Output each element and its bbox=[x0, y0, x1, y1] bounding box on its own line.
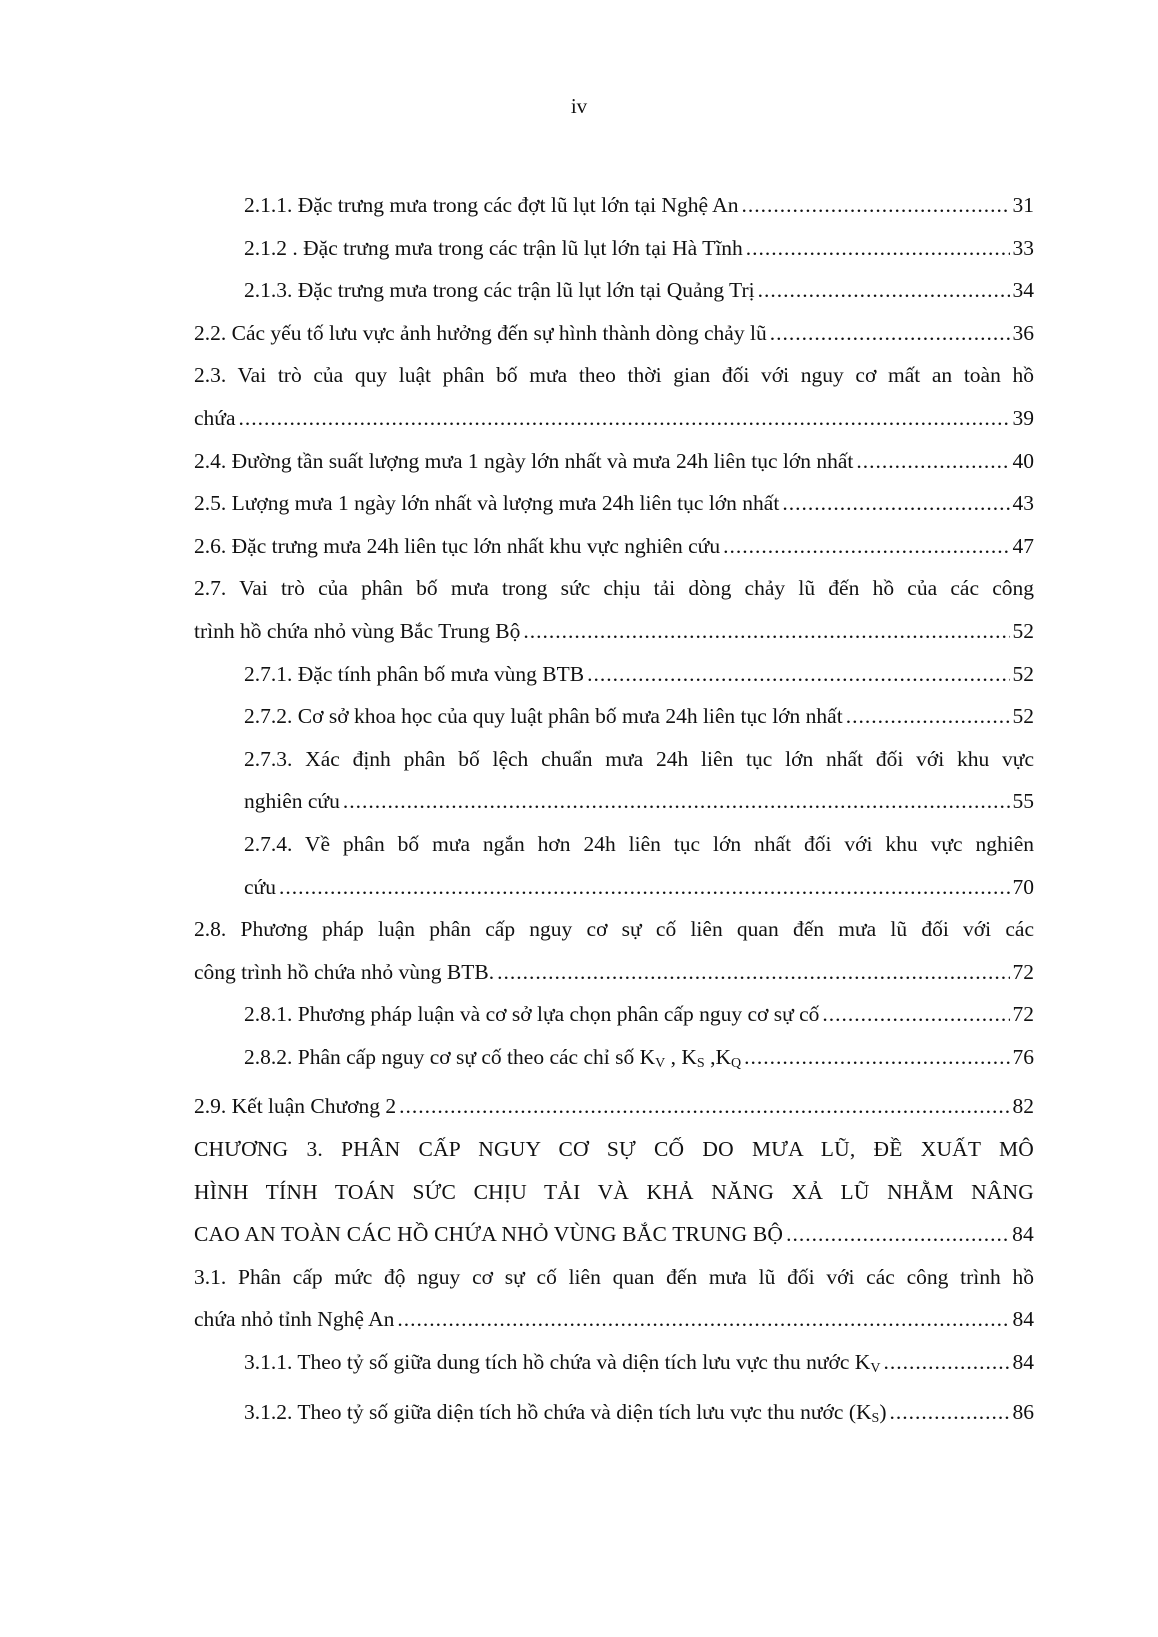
toc-page-number: 84 bbox=[1012, 1307, 1034, 1332]
toc-page-number: 52 bbox=[1012, 661, 1034, 686]
toc-leader-dots bbox=[523, 610, 1009, 653]
toc-entry-title: cứu bbox=[244, 874, 276, 899]
toc-leader-dots bbox=[399, 1085, 1009, 1128]
toc-entry[interactable] bbox=[194, 908, 1034, 993]
toc-leader-dots bbox=[239, 397, 1010, 440]
toc-leader-dots bbox=[856, 440, 1009, 483]
toc-page-number: 39 bbox=[1012, 405, 1034, 430]
toc-leader-dots bbox=[770, 312, 1010, 355]
toc-leader-dots bbox=[883, 1341, 1009, 1384]
toc-entry-line: 2.7.4. Về phân bố mưa ngắn hơn 24h liên tục lớn nhất đối với khu vực nghiên bbox=[244, 831, 1034, 856]
toc-page-number: 86 bbox=[1012, 1399, 1034, 1424]
toc-entry-title: 2.5. Lượng mưa 1 ngày lớn nhất và lượng mưa 24h liên tục lớn nhất bbox=[194, 491, 780, 516]
toc-page-number: 70 bbox=[1012, 874, 1034, 899]
toc-leader-dots bbox=[723, 525, 1009, 568]
toc-entry-title: chứa nhỏ tỉnh Nghệ An bbox=[194, 1307, 395, 1332]
toc-entry[interactable] bbox=[194, 312, 1034, 355]
toc-page-number: 82 bbox=[1012, 1094, 1034, 1119]
toc-entry-title: 3.1.2. Theo tỷ số giữa diện tích hồ chứa và diện tích lưu vực thu nước $(K_S)$ bbox=[244, 1399, 887, 1426]
toc-entry-title: trình hồ chứa nhỏ vùng Bắc Trung Bộ bbox=[194, 618, 521, 643]
toc-entry-title: 2.8.1. Phương pháp luận và cơ sở lựa chọn phân cấp nguy cơ sự cố bbox=[244, 1002, 820, 1027]
toc-page-number: 31 bbox=[1012, 193, 1034, 217]
toc-leader-dots bbox=[343, 780, 1010, 823]
toc-entry[interactable] bbox=[194, 823, 1034, 908]
toc-entry[interactable] bbox=[194, 567, 1034, 652]
toc-entry-title: 2.1.2 . Đặc trưng mưa trong các trận lũ lụt lớn tại Hà Tĩnh bbox=[244, 235, 743, 260]
table-of-contents bbox=[194, 184, 1034, 1440]
toc-entry[interactable] bbox=[194, 269, 1034, 312]
toc-leader-dots bbox=[497, 951, 1009, 994]
toc-page-number: 34 bbox=[1012, 278, 1034, 303]
toc-entry[interactable] bbox=[194, 1036, 1034, 1086]
toc-page-number: 33 bbox=[1012, 235, 1034, 260]
toc-page-number: 47 bbox=[1012, 533, 1034, 558]
toc-entry[interactable] bbox=[194, 1391, 1034, 1441]
toc-entry-line: HÌNH TÍNH TOÁN SỨC CHỊU TẢI VÀ KHẢ NĂNG XẢ LŨ NHẰM NÂNG bbox=[194, 1179, 1034, 1204]
toc-entry[interactable] bbox=[194, 1128, 1034, 1256]
toc-entry-title: 2.6. Đặc trưng mưa 24h liên tục lớn nhất khu vực nghiên cứu bbox=[194, 533, 721, 558]
toc-entry[interactable] bbox=[194, 184, 1034, 227]
toc-page-number: 52 bbox=[1012, 618, 1034, 643]
toc-entry[interactable] bbox=[194, 1341, 1034, 1391]
toc-leader-dots bbox=[279, 866, 1010, 909]
toc-entry[interactable] bbox=[194, 227, 1034, 270]
toc-page-number: 72 bbox=[1012, 1002, 1034, 1027]
toc-entry[interactable] bbox=[194, 1085, 1034, 1128]
toc-page-number: 52 bbox=[1012, 704, 1034, 729]
toc-page-number: 55 bbox=[1012, 789, 1034, 814]
toc-page-number: 40 bbox=[1012, 448, 1034, 473]
toc-entry[interactable] bbox=[194, 525, 1034, 568]
toc-leader-dots bbox=[744, 1036, 1009, 1079]
toc-entry-title: công trình hồ chứa nhỏ vùng BTB. bbox=[194, 959, 495, 984]
toc-leader-dots bbox=[889, 1391, 1009, 1434]
toc-entry-title: 2.2. Các yếu tố lưu vực ảnh hưởng đến sự hình thành dòng chảy lũ bbox=[194, 320, 767, 345]
toc-entry-line: 2.7.3. Xác định phân bố lệch chuẩn mưa 24h liên tục lớn nhất đối với khu vực bbox=[244, 746, 1034, 771]
toc-page-number: 84 bbox=[1012, 1350, 1034, 1375]
toc-entry-title: nghiên cứu bbox=[244, 789, 340, 814]
toc-leader-dots bbox=[397, 1298, 1009, 1341]
toc-entry-title: 2.9. Kết luận Chương 2 bbox=[194, 1094, 397, 1119]
toc-entry[interactable] bbox=[194, 440, 1034, 483]
toc-leader-dots bbox=[758, 269, 1010, 312]
toc-entry[interactable] bbox=[194, 482, 1034, 525]
toc-entry-title: 2.7.1. Đặc tính phân bố mưa vùng BTB bbox=[244, 661, 585, 686]
toc-entry-title: chứa bbox=[194, 405, 236, 430]
toc-entry-title: 2.4. Đường tần suất lượng mưa 1 ngày lớn nhất và mưa 24h liên tục lớn nhất bbox=[194, 448, 854, 473]
toc-entry[interactable] bbox=[194, 695, 1034, 738]
toc-entry[interactable] bbox=[194, 738, 1034, 823]
toc-page-number: 76 bbox=[1012, 1044, 1034, 1069]
toc-entry-line: 3.1. Phân cấp mức độ nguy cơ sự cố liên quan đến mưa lũ đối với các công trình hồ bbox=[194, 1264, 1034, 1289]
toc-leader-dots bbox=[846, 695, 1010, 738]
toc-entry-line: 2.7. Vai trò của phân bố mưa trong sức chịu tải dòng chảy lũ đến hồ của các công bbox=[194, 576, 1034, 601]
toc-leader-dots bbox=[746, 227, 1010, 270]
toc-leader-dots bbox=[782, 482, 1009, 525]
toc-page-number: 72 bbox=[1012, 959, 1034, 984]
toc-entry-line: 2.3. Vai trò của quy luật phân bố mưa theo thời gian đối với nguy cơ mất an toàn hồ bbox=[194, 363, 1034, 388]
toc-entry-title: 2.8.2. Phân cấp nguy cơ sự cố theo các chỉ số $K_V$ , $K_S$ $,K_Q$ bbox=[244, 1044, 742, 1071]
toc-entry[interactable] bbox=[194, 354, 1034, 439]
toc-entry[interactable] bbox=[194, 653, 1034, 696]
toc-entry-title: 3.1.1. Theo tỷ số giữa dung tích hồ chứa và diện tích lưu vực thu nước $K_V$ bbox=[244, 1350, 881, 1377]
toc-entry-title: 2.1.3. Đặc trưng mưa trong các trận lũ lụt lớn tại Quảng Trị bbox=[244, 278, 755, 303]
toc-entry-title: CAO AN TOÀN CÁC HỒ CHỨA NHỎ VÙNG BẮC TRUNG BỘ bbox=[194, 1222, 784, 1247]
toc-entry-line: 2.8. Phương pháp luận phân cấp nguy cơ sự cố liên quan đến mưa lũ đối với các bbox=[194, 917, 1034, 942]
toc-entry[interactable] bbox=[194, 993, 1034, 1036]
toc-leader-dots bbox=[822, 993, 1009, 1036]
toc-entry-title: 2.1.1. Đặc trưng mưa trong các đợt lũ lụt lớn tại Nghệ An bbox=[244, 193, 739, 217]
page-number: iv bbox=[570, 94, 588, 118]
toc-entry-title: 2.7.2. Cơ sở khoa học của quy luật phân bố mưa 24h liên tục lớn nhất bbox=[244, 704, 843, 729]
toc-page-number: 36 bbox=[1012, 320, 1034, 345]
toc-leader-dots bbox=[741, 184, 1009, 227]
toc-leader-dots bbox=[587, 653, 1009, 696]
toc-page-number: 43 bbox=[1012, 491, 1034, 516]
toc-entry-line: CHƯƠNG 3. PHÂN CẤP NGUY CƠ SỰ CỐ DO MƯA LŨ, ĐỀ XUẤT MÔ bbox=[194, 1137, 1034, 1162]
toc-leader-dots bbox=[786, 1213, 1009, 1256]
toc-entry[interactable] bbox=[194, 1256, 1034, 1341]
toc-page-number: 84 bbox=[1012, 1222, 1034, 1247]
